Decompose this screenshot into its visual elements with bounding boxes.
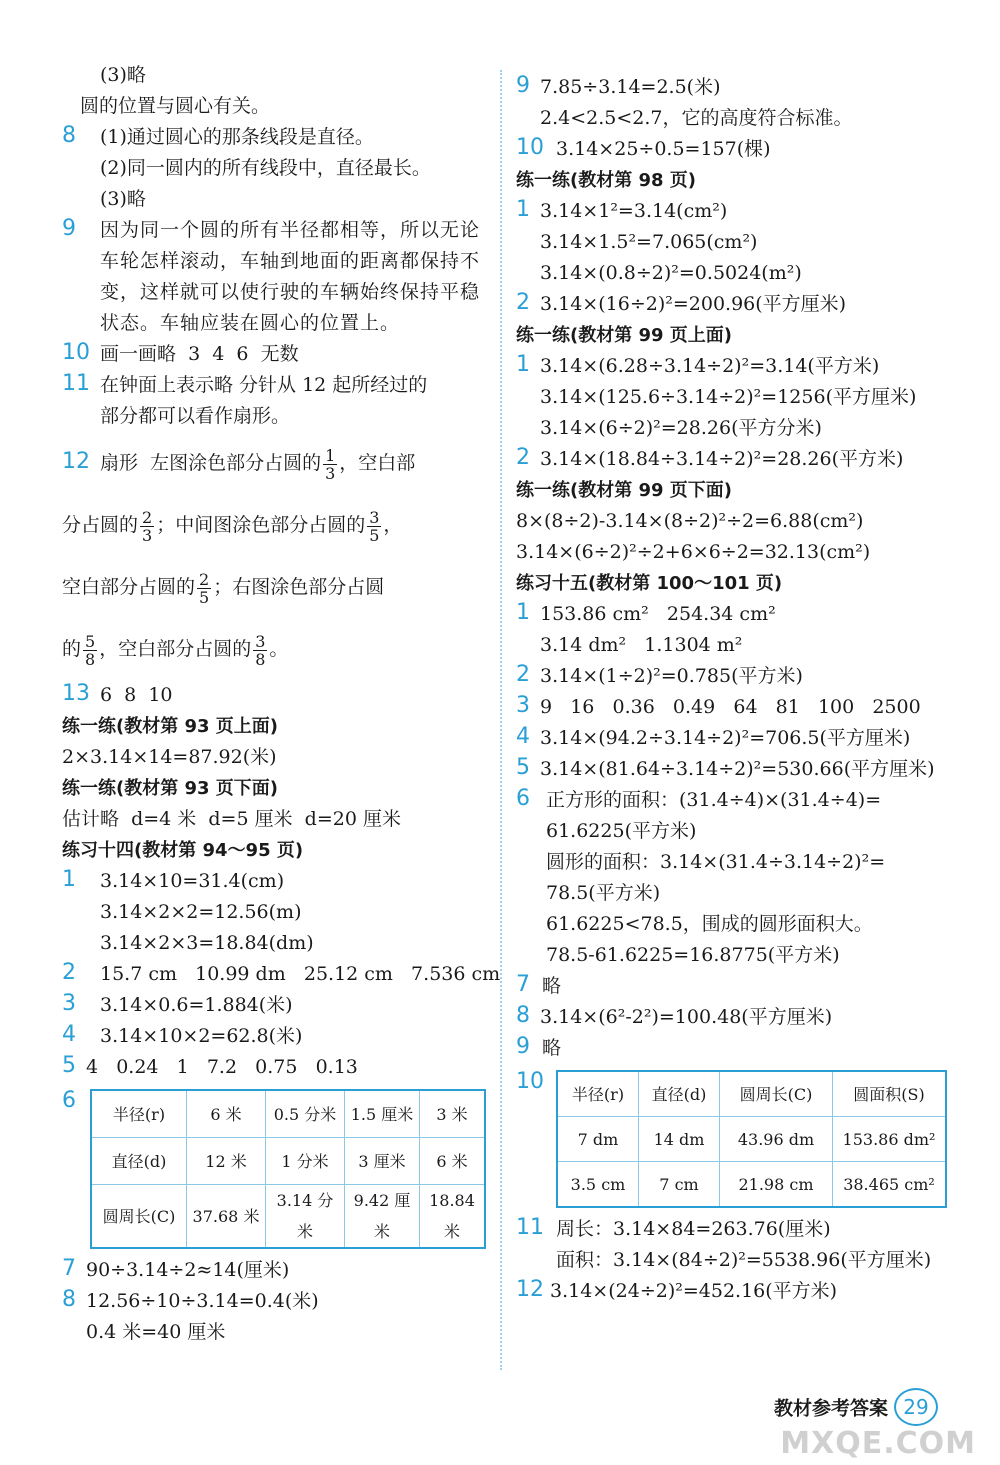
question-number: 10 — [516, 1069, 544, 1094]
text-line: (1)通过圆心的那条线段是直径。 — [100, 126, 374, 148]
text-line: 3.14×(6.28÷3.14÷2)²=3.14(平方米) — [540, 355, 880, 377]
numerator: 3 — [369, 507, 380, 527]
table-cell: 7 cm — [639, 1162, 720, 1208]
table-cell: 21.98 cm — [720, 1162, 833, 1208]
exercise-15-3 — [516, 692, 956, 723]
text-run: ， — [383, 514, 403, 536]
question-number: 1 — [516, 197, 530, 222]
text-line: 圆的位置与圆心有关。 — [80, 95, 271, 117]
text-line: 估计略 d=4 米 d=5 厘米 d=20 厘米 — [62, 808, 401, 830]
circle-area-table — [556, 1070, 947, 1208]
table-row — [557, 1117, 946, 1162]
column-divider — [500, 70, 502, 1370]
table-cell: 6 米 — [187, 1090, 266, 1138]
section-heading: 练一练(教材第 99 页下面) — [516, 480, 733, 501]
section-heading: 练一练(教材第 98 页) — [516, 170, 697, 191]
practice-1 — [516, 196, 956, 289]
table-cell: 1 分米 — [266, 1138, 345, 1185]
exercise-15-12 — [516, 1276, 956, 1307]
text-line: 7.85÷3.14=2.5(米) — [540, 76, 721, 98]
denominator: 3 — [325, 463, 336, 483]
text-run: 分占圆的 — [62, 514, 139, 536]
question-number: 11 — [62, 371, 90, 396]
text-run: 扇形 左图涂色部分占圆的 — [100, 452, 322, 474]
table-cell: 圆面积(S) — [833, 1071, 947, 1117]
text-line: 3.14×(81.64÷3.14÷2)²=530.66(平方厘米) — [540, 758, 935, 780]
question-number: 2 — [62, 960, 76, 985]
watermark: MXQE.COM — [780, 1426, 976, 1461]
question-number: 1 — [62, 867, 76, 892]
section-heading: 练一练(教材第 93 页下面) — [62, 778, 279, 799]
exercise-15-1 — [516, 599, 956, 661]
exercise-1 — [62, 866, 492, 959]
question-number: 8 — [62, 123, 76, 148]
text-paragraph: 因为同一个圆的所有半径都相等，所以无论车轮怎样滚动，车轴到地面的距离都保持不变，这样就可以使行驶的车辆始终保持平稳状态。车轴应装在圆心的位置上。 — [100, 219, 481, 334]
question-number: 1 — [516, 352, 530, 377]
question-number: 10 — [62, 340, 90, 365]
question-number: 3 — [62, 991, 76, 1016]
question-number: 6 — [516, 786, 530, 811]
numerator: 2 — [142, 507, 153, 527]
text-line: 3.14×10=31.4(cm) — [100, 870, 285, 892]
exercise-15-10 — [516, 1064, 956, 1214]
text-line: 3.14×(0.8÷2)²=0.5024(m²) — [540, 262, 802, 284]
table-row — [91, 1090, 485, 1138]
table-cell: 3.14 分米 — [266, 1185, 345, 1249]
table-row — [557, 1162, 946, 1208]
question-number: 9 — [516, 1034, 530, 1059]
question-number: 10 — [516, 135, 544, 160]
table-cell: 7 dm — [557, 1117, 639, 1162]
text-line: 3.14×(94.2÷3.14÷2)²=706.5(平方厘米) — [540, 727, 911, 749]
page-footer — [774, 1388, 938, 1426]
text-line — [100, 432, 492, 494]
text-line: 3.14×(6÷2)²=28.26(平方分米) — [540, 417, 822, 439]
text-line: 3.14×25÷0.5=157(棵) — [556, 138, 771, 160]
answer-9-right — [516, 72, 956, 134]
text-run: 的 — [62, 638, 82, 660]
question-number: 5 — [516, 755, 530, 780]
question-number: 2 — [516, 445, 530, 470]
text-line: (3)略 — [100, 188, 146, 210]
text-line: 12.56÷10÷3.14=0.4(米) — [86, 1290, 319, 1312]
text-line: 面积：3.14×(84÷2)²=5538.96(平方厘米) — [556, 1249, 932, 1271]
text-line: 周长：3.14×84=263.76(厘米) — [556, 1218, 831, 1240]
table-cell: 43.96 dm — [720, 1117, 833, 1162]
question-number: 9 — [62, 216, 76, 241]
answer-8 — [62, 122, 492, 215]
text-line: 2×3.14×14=87.92(米) — [62, 746, 277, 768]
text-line: 78.5(平方米) — [546, 882, 661, 904]
fraction — [367, 509, 381, 544]
text-line: 部分都可以看作扇形。 — [100, 405, 291, 427]
q7-continued — [62, 60, 492, 122]
text-line: 画一画略 3 4 6 无数 — [100, 343, 299, 365]
text-line — [62, 618, 492, 680]
text-line: 略 — [542, 1037, 562, 1059]
question-number: 13 — [62, 681, 90, 706]
exercise-15-8 — [516, 1002, 956, 1033]
table-cell: 半径(r) — [91, 1090, 187, 1138]
denominator: 8 — [85, 649, 96, 669]
answer-11 — [62, 370, 492, 432]
table-cell: 3.5 cm — [557, 1162, 639, 1208]
table-cell: 3 米 — [420, 1090, 486, 1138]
denominator: 3 — [142, 525, 153, 545]
text-line: 8×(8÷2)-3.14×(8÷2)²÷2=6.88(cm²) — [516, 510, 864, 532]
fraction — [253, 633, 267, 668]
question-number: 6 — [62, 1088, 76, 1113]
exercise-15-11 — [516, 1214, 956, 1276]
text-run: ；中间图涂色部分占圆的 — [156, 514, 366, 536]
section-heading: 练一练(教材第 99 页上面) — [516, 325, 733, 346]
text-line — [62, 556, 492, 618]
text-line: 61.6225(平方米) — [546, 820, 697, 842]
text-line: 略 — [542, 975, 562, 997]
text-line: 3.14×(16÷2)²=200.96(平方厘米) — [540, 293, 847, 315]
section-heading: 练习十四(教材第 94～95 页) — [62, 840, 304, 861]
question-number: 1 — [516, 600, 530, 625]
text-line: 78.5-61.6225=16.8775(平方米) — [546, 944, 840, 966]
page-number: 29 — [894, 1388, 938, 1426]
table-row — [91, 1185, 485, 1249]
text-line: 正方形的面积：(31.4÷4)×(31.4÷4)= — [546, 789, 882, 811]
table-cell: 直径(d) — [91, 1138, 187, 1185]
text-line: 2.4<2.5<2.7，它的高度符合标准。 — [540, 107, 853, 129]
section-heading: 练习十五(教材第 100～101 页) — [516, 573, 783, 594]
exercise-6 — [62, 1083, 492, 1255]
text-line: 4 0.24 1 7.2 0.75 0.13 — [86, 1056, 358, 1078]
left-column — [62, 60, 501, 1348]
exercise-8 — [62, 1286, 492, 1348]
numerator: 5 — [85, 631, 96, 651]
text-line: 3.14×1.5²=7.065(cm²) — [540, 231, 758, 253]
question-number: 5 — [62, 1053, 76, 1078]
table-cell: 12 米 — [187, 1138, 266, 1185]
text-line: 3.14×2×2=12.56(m) — [100, 901, 302, 923]
table-cell: 6 米 — [420, 1138, 486, 1185]
text-line: 3.14×10×2=62.8(米) — [100, 1025, 303, 1047]
text-line: 6 8 10 — [100, 684, 173, 706]
denominator: 5 — [369, 525, 380, 545]
question-number: 7 — [516, 972, 530, 997]
exercise-5 — [62, 1052, 492, 1083]
practice-b1 — [516, 351, 956, 444]
fraction — [83, 633, 97, 668]
table-cell: 圆周长(C) — [720, 1071, 833, 1117]
text-line: 3.14×(125.6÷3.14÷2)²=1256(平方厘米) — [540, 386, 917, 408]
text-run: 。 — [269, 638, 289, 660]
fraction — [140, 509, 154, 544]
text-line: 3.14×(6÷2)²÷2+6×6÷2=32.13(cm²) — [516, 541, 871, 563]
text-line: 3.14×0.6=1.884(米) — [100, 994, 293, 1016]
text-line — [62, 494, 492, 556]
question-number: 8 — [62, 1287, 76, 1312]
question-number: 12 — [62, 449, 90, 474]
answer-13 — [62, 680, 492, 711]
text-line: 90÷3.14÷2≈14(厘米) — [86, 1259, 290, 1281]
table-cell: 37.68 米 — [187, 1185, 266, 1249]
exercise-3 — [62, 990, 492, 1021]
answer-9 — [62, 215, 492, 339]
answer-10 — [62, 339, 492, 370]
text-run: ；右图涂色部分占圆 — [213, 576, 385, 598]
exercise-15-6 — [516, 785, 956, 971]
practice-2 — [516, 289, 956, 320]
table-cell: 1.5 厘米 — [345, 1090, 420, 1138]
exercise-15-5 — [516, 754, 956, 785]
table-cell: 18.84 米 — [420, 1185, 486, 1249]
section-heading: 练一练(教材第 93 页上面) — [62, 716, 279, 737]
text-line: (3)略 — [100, 64, 146, 86]
numerator: 3 — [255, 631, 266, 651]
question-number: 4 — [62, 1022, 76, 1047]
text-line: 9 16 0.36 0.49 64 81 100 2500 — [540, 696, 921, 718]
table-cell: 半径(r) — [557, 1071, 639, 1117]
text-line: (2)同一圆内的所有线段中，直径最长。 — [100, 157, 431, 179]
numerator: 1 — [325, 445, 336, 465]
text-line: 0.4 米=40 厘米 — [86, 1321, 226, 1343]
fraction — [323, 447, 337, 482]
text-line: 3.14×(1÷2)²=0.785(平方米) — [540, 665, 803, 687]
denominator: 8 — [255, 649, 266, 669]
denominator: 5 — [199, 587, 210, 607]
text-line: 3.14×2×3=18.84(dm) — [100, 932, 314, 954]
question-number: 4 — [516, 724, 530, 749]
table-cell: 3 厘米 — [345, 1138, 420, 1185]
exercise-15-7 — [516, 971, 956, 1002]
question-number: 8 — [516, 1003, 530, 1028]
text-line: 15.7 cm 10.99 dm 25.12 cm 7.536 cm — [100, 963, 501, 985]
question-number: 11 — [516, 1215, 544, 1240]
text-line: 61.6225<78.5，围成的圆形面积大。 — [546, 913, 873, 935]
text-run: ，空白部 — [339, 452, 416, 474]
footer-label: 教材参考答案 — [773, 1397, 888, 1420]
table-cell: 14 dm — [639, 1117, 720, 1162]
table-cell: 153.86 dm² — [833, 1117, 947, 1162]
exercise-15-4 — [516, 723, 956, 754]
text-line: 153.86 cm² 254.34 cm² — [540, 603, 776, 625]
practice-b2 — [516, 444, 956, 475]
table-row — [91, 1138, 485, 1185]
text-run: 空白部分占圆的 — [62, 576, 196, 598]
text-line: 3.14×(18.84÷3.14÷2)²=28.26(平方米) — [540, 448, 904, 470]
question-number: 9 — [516, 73, 530, 98]
table-cell: 直径(d) — [639, 1071, 720, 1117]
exercise-4 — [62, 1021, 492, 1052]
text-line: 3.14 dm² 1.1304 m² — [540, 634, 743, 656]
question-number: 3 — [516, 693, 530, 718]
text-line: 3.14×(6²-2²)=100.48(平方厘米) — [540, 1006, 833, 1028]
table-row — [557, 1071, 946, 1117]
exercise-2 — [62, 959, 501, 990]
exercise-7 — [62, 1255, 492, 1286]
exercise-15-2 — [516, 661, 956, 692]
fraction — [197, 571, 211, 606]
answer-10-right — [516, 134, 956, 165]
table-cell: 9.42 厘米 — [345, 1185, 420, 1249]
table-cell: 0.5 分米 — [266, 1090, 345, 1138]
text-line: 3.14×1²=3.14(cm²) — [540, 200, 728, 222]
question-number: 2 — [516, 290, 530, 315]
right-column — [516, 72, 956, 1307]
text-line: 在钟面上表示略 分针从 12 起所经过的 — [100, 374, 428, 396]
text-line: 3.14×(24÷2)²=452.16(平方米) — [550, 1280, 838, 1302]
question-number: 7 — [62, 1256, 76, 1281]
text-run: ，空白部分占圆的 — [99, 638, 252, 660]
numerator: 2 — [199, 569, 210, 589]
exercise-15-9 — [516, 1033, 956, 1064]
question-number: 12 — [516, 1277, 544, 1302]
circle-table — [90, 1089, 486, 1249]
table-cell: 38.465 cm² — [833, 1162, 947, 1208]
question-number: 2 — [516, 662, 530, 687]
table-cell: 圆周长(C) — [91, 1185, 187, 1249]
text-line: 圆形的面积：3.14×(31.4÷3.14÷2)²= — [546, 851, 886, 873]
answer-12 — [62, 432, 492, 680]
